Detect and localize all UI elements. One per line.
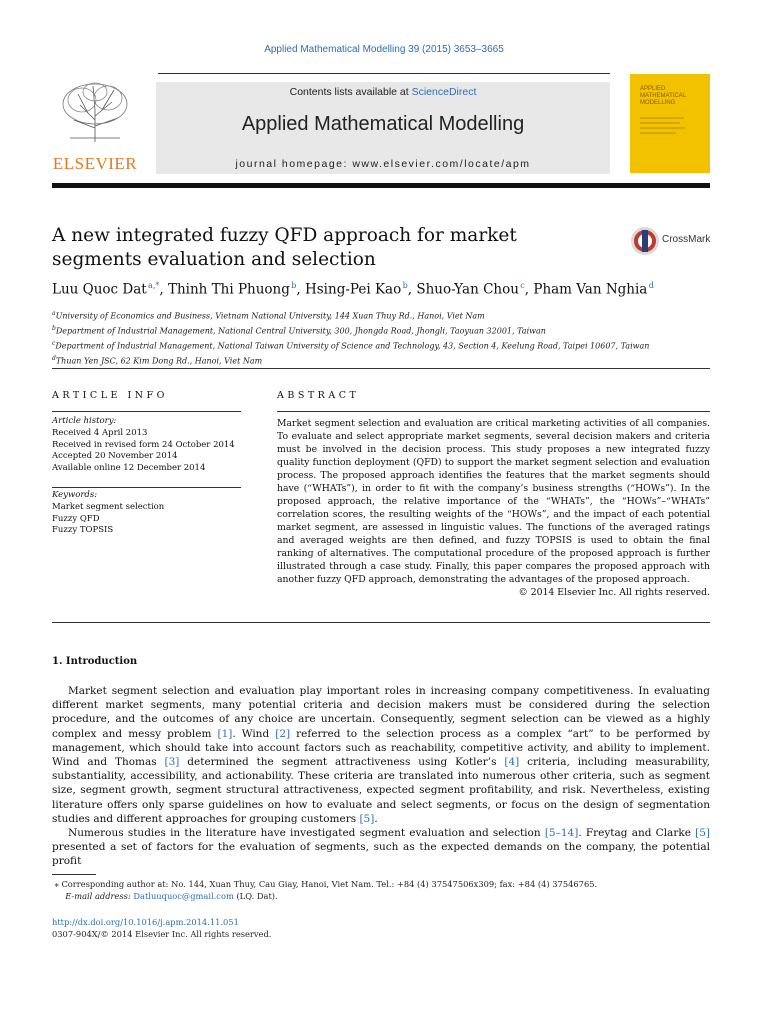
crossmark-icon xyxy=(630,226,660,256)
history-item: Received 4 April 2013 xyxy=(52,427,148,438)
corresponding-text: Corresponding author at: No. 144, Xuan Thuy, Cau Giay, Hanoi, Viet Nam. Tel.: +84 (4) 37547506x309; fax: +84 (4) 37546765. xyxy=(61,879,598,889)
citation-link[interactable]: [5] xyxy=(359,812,375,825)
keyword-item: Fuzzy QFD xyxy=(52,513,100,524)
abstract-body xyxy=(277,417,710,599)
author-affiliation-marker[interactable]: d xyxy=(648,281,654,290)
text-run: referred to the selection process as a complex “art” to be performed by management, which should take into account factors such as reachability, competitive activity, and ability to implement. Wind and Thomas xyxy=(52,727,710,769)
abstract-text: Market segment selection and evaluation are critical marketing activities of all companies. To evaluate and select appropriate market segments, several decision makers and criteria must be involved in the decision process. This study proposes a new integrated fuzzy quality function deployment (QFD) to support the market segment selection and evaluation process. The proposed approach identifies the features that the market segments should have (“WHATs”), in order to fit with the company’s business strengths (“HOWs”). In the proposed approach, the relative importance of the “WHATs”, the “HOWs”–“WHATs” correlation scores, the resulting weights of the “HOWs”, and the impact of each potential market segment, are assessed in linguistic values. The functions of the averaged ratings and averaged weights are then defined, and fuzzy TOPSIS is used to obtain the final ranking of alternatives. The computational procedure of the proposed approach is further illustrated through a case study. Finally, this paper compares the proposed approach with another fuzzy QFD approach, demonstrating the advantages of the proposed approach. xyxy=(277,418,710,585)
keywords-rule xyxy=(52,487,241,488)
text-run: . Freytag and Clarke xyxy=(578,827,696,840)
article-history xyxy=(52,416,242,475)
doi-block xyxy=(52,916,712,940)
journal-homepage[interactable]: journal homepage: www.elsevier.com/locate/apm xyxy=(235,158,531,170)
history-item: Available online 12 December 2014 xyxy=(52,463,206,474)
affiliation-item xyxy=(52,308,712,323)
citation-link[interactable]: [2] xyxy=(275,727,291,740)
crossmark-badge[interactable] xyxy=(630,226,712,258)
affiliation-marker: a xyxy=(52,310,56,317)
affiliation-text: Department of Industrial Management, National Taiwan University of Science and Technology, 43, Section 4, Keelung Road, Taipei 10607, Taiwan xyxy=(55,341,650,351)
author-affiliation-marker[interactable]: b xyxy=(291,281,297,290)
affiliation-text: University of Economics and Business, Vietnam National University, 144 Xuan Thuy Rd., Hanoi, Viet Nam xyxy=(55,311,485,321)
corresponding-author-note xyxy=(52,878,712,890)
affiliation-item xyxy=(52,323,712,338)
header-rule xyxy=(158,73,610,74)
abstract-heading: ABSTRACT xyxy=(277,390,360,401)
email-link[interactable]: Datluuquoc@gmail.com xyxy=(133,891,234,901)
affiliation-marker: d xyxy=(52,354,56,362)
author-name[interactable]: Luu Quoc Dat xyxy=(52,281,147,298)
citation-link[interactable]: [5–14] xyxy=(544,827,579,840)
article-info-rule xyxy=(52,411,241,412)
abstract-copyright: © 2014 Elsevier Inc. All rights reserved. xyxy=(518,587,710,598)
paragraph xyxy=(52,684,710,826)
author-affiliation-marker[interactable]: a,* xyxy=(148,281,160,290)
history-item: Accepted 20 November 2014 xyxy=(52,451,178,462)
author-name[interactable]: Shuo-Yan Chou xyxy=(416,281,519,298)
article-title: A new integrated fuzzy QFD approach for market segments evaluation and selection xyxy=(52,225,517,270)
footnote-marker: ⁎ xyxy=(54,879,59,889)
text-run: Market segment selection and evaluation play important roles in increasing company competitiveness. In evaluating different market segments, many potential criteria and decision makers must be considered during the selection procedure, and the outcomes of any choice are uncertain. Consequently, segment selection can be viewed as a highly complex and messy problem xyxy=(52,685,710,740)
abstract-rule xyxy=(277,411,710,412)
section-rule xyxy=(52,622,710,623)
citation-link[interactable]: [1] xyxy=(217,727,233,740)
history-item: Received in revised form 24 October 2014 xyxy=(52,439,235,450)
text-run: determined the segment attractiveness using Kotler’s xyxy=(179,756,505,769)
affiliation-item xyxy=(52,353,712,368)
introduction-heading: 1. Introduction xyxy=(52,656,138,667)
citation-link[interactable]: [3] xyxy=(164,756,180,769)
doi-link[interactable]: http://dx.doi.org/10.1016/j.apm.2014.11.051 xyxy=(52,917,239,927)
keywords-label: Keywords: xyxy=(52,490,98,500)
contents-prefix: Contents lists available at xyxy=(289,86,412,98)
paragraph xyxy=(52,826,710,869)
affiliation-marker: b xyxy=(52,324,56,332)
issn-line: 0307-904X/© 2014 Elsevier Inc. All rights reserved. xyxy=(52,929,272,939)
affiliation-text: Department of Industrial Management, National Central University, 300, Jhongda Road, Jhongli, Taoyuan 32001, Taiwan xyxy=(55,326,546,336)
keywords xyxy=(52,490,242,537)
crossmark-label: CrossMark xyxy=(662,234,711,245)
introduction-body xyxy=(52,684,710,869)
keyword-item: Fuzzy TOPSIS xyxy=(52,525,114,536)
affiliation-item xyxy=(52,338,712,353)
footnote xyxy=(52,878,712,902)
keyword-item: Market segment selection xyxy=(52,501,165,512)
email-suffix: (LQ. Dat). xyxy=(233,891,278,901)
cover-title: APPLIED MATHEMATICAL MODELLING xyxy=(640,86,686,106)
elsevier-logo[interactable] xyxy=(52,80,138,175)
text-run: Numerous studies in the literature have investigated segment evaluation and selection xyxy=(68,827,545,840)
affiliation-marker: c xyxy=(52,339,56,347)
author-name[interactable]: Pham Van Nghia xyxy=(533,281,648,298)
journal-header-box xyxy=(156,82,610,174)
sciencedirect-link[interactable]: ScienceDirect xyxy=(411,86,477,98)
email-note xyxy=(52,890,712,902)
author-name[interactable]: Hsing-Pei Kao xyxy=(304,281,402,298)
email-label: E-mail address: xyxy=(65,891,131,901)
journal-title: Applied Mathematical Modelling xyxy=(241,113,525,135)
article-info-heading: ARTICLE INFO xyxy=(52,390,168,401)
text-run: presented a set of factors for the evaluation of segments, such as the expected demands on the company, the potential profit xyxy=(52,841,710,868)
elsevier-wordmark: ELSEVIER xyxy=(52,154,138,173)
author-affiliation-marker[interactable]: c xyxy=(520,281,525,290)
journal-reference[interactable]: Applied Mathematical Modelling 39 (2015) 3653–3665 xyxy=(264,44,504,55)
author-list: Luu Quoc Dat $^{a,*}$, Thinh Thi Phuong $^b$, Hsing-Pei Kao $^b$, Shuo-Yan Chou $^c$, Pham Van Nghia $^d$ xyxy=(52,281,654,298)
history-label: Article history: xyxy=(52,416,117,426)
citation-link[interactable]: [4] xyxy=(504,756,520,769)
citation-link[interactable]: [5] xyxy=(695,827,710,840)
text-run: . xyxy=(374,812,378,825)
text-run: criteria, including measurability, substantiality, accessibility, and actionability. These criteria are translated into numerous other criteria, such as segment size, segment growth, segment structural attractiveness, expected segment profitability, and risk. Nevertheless, existing literature offers only sparse guidelines on how to evaluate and select segments, or focus on the design of segmentation studies and different approaches for grouping customers xyxy=(52,756,711,825)
journal-cover[interactable] xyxy=(630,74,710,173)
cover-lines-icon xyxy=(640,114,700,154)
tree-icon xyxy=(60,80,130,142)
affiliation-text: Thuan Yen JSC, 62 Kim Dong Rd., Hanoi, Viet Nam xyxy=(55,356,263,366)
text-run: . Wind xyxy=(232,727,276,740)
header-thick-rule xyxy=(52,183,710,188)
author-affiliation-marker[interactable]: b xyxy=(402,281,408,290)
author-name[interactable]: Thinh Thi Phuong xyxy=(167,281,290,298)
affiliations xyxy=(52,308,712,367)
contents-line xyxy=(156,86,610,98)
footnote-rule xyxy=(52,874,96,875)
section-rule xyxy=(52,368,710,369)
